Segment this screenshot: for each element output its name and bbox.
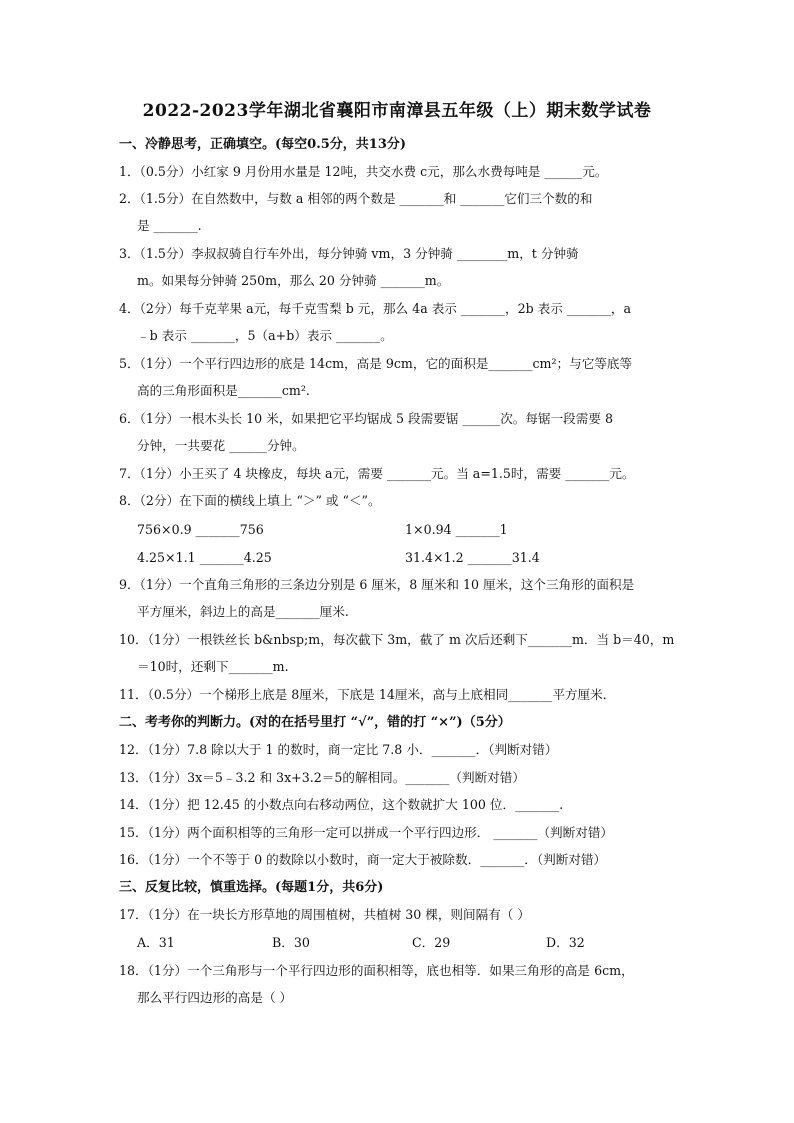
question-line: 高的三角形面积是_______cm². xyxy=(137,383,310,398)
comparison-item: 4.25×1.1 _______4.25 xyxy=(137,550,272,565)
question-line: 16．（1分）一个不等于 0 的数除以小数时，商一定大于被除数．_______．（判断对错） xyxy=(119,852,607,867)
choice-option: C．29 xyxy=(412,935,451,950)
question-line: ﹣b 表示 _______，5（a+b）表示 _______。 xyxy=(137,328,393,343)
question-line: 2．（1.5分）在自然数中，与数 a 相邻的两个数是 _______和 _______它们三个数的和 xyxy=(119,191,593,206)
question-line: 4．（2分）每千克苹果 a元，每千克雪梨 b 元，那么 4a 表示 _______，2b 表示 _______，a xyxy=(119,301,632,316)
question-line: 14．（1分）把 12.45 的小数点向右移动两位，这个数就扩大 100 位．_______. xyxy=(119,797,564,812)
question-line: 3．（1.5分）李叔叔骑自行车外出，每分钟骑 vm，3 分钟骑 ________m，t 分钟骑 xyxy=(119,246,579,261)
question-line: 平方厘米，斜边上的高是_______厘米. xyxy=(137,604,349,619)
comparison-item: 756×0.9 _______756 xyxy=(137,522,264,537)
choice-option: D．32 xyxy=(546,935,585,950)
question-line: 15．（1分）两个面积相等的三角形一定可以拼成一个平行四边形． _______（判断对错） xyxy=(119,825,614,840)
page-title: 2022-2023学年湖北省襄阳市南漳县五年级（上）期末数学试卷 xyxy=(142,101,652,121)
comparison-item: 1×0.94 _______1 xyxy=(405,522,508,537)
question-line: ＝10时，还剩下_______m. xyxy=(137,659,289,674)
question-line: 9．（1分）一个直角三角形的三条边分别是 6 厘米，8 厘米和 10 厘米，这个三角形的面积是 xyxy=(119,577,635,592)
question-line: 12．（1分）7.8 除以大于 1 的数时，商一定比 7.8 小．_______．（判断对错） xyxy=(119,742,558,757)
question-line: 6．（1分）一根木头长 10 米，如果把它平均锯成 5 段需要锯 ______次。每锯一段需要 8 xyxy=(119,411,613,426)
comparison-item: 31.4×1.2 _______31.4 xyxy=(405,550,540,565)
question-line: 10．（1分）一根铁丝长 b&nbsp;m，每次截下 3m，截了 m 次后还剩下_______m．当 b＝40，m xyxy=(119,632,675,647)
question-line: m。如果每分钟骑 250m，那么 20 分钟骑 _______m。 xyxy=(137,273,450,288)
question-line: 18．（1分）一个三角形与一个平行四边形的面积相等，底也相等．如果三角形的高是 6cm， xyxy=(119,963,634,978)
question-line: 11．（0.5分）一个梯形上底是 8厘米，下底是 14厘米，高与上底相同_______平方厘米． xyxy=(119,687,616,702)
section-heading: 二、考考你的判断力。(对的在括号里打 “√”，错的打 “×”)（5分） xyxy=(119,715,511,730)
choice-option: A．31 xyxy=(137,935,175,950)
section-heading: 一、冷静思考，正确填空。(每空0.5分，共13分) xyxy=(119,137,407,152)
question-line: 分钟，一共要花 ______分钟。 xyxy=(137,438,305,453)
question-line: 那么平行四边形的高是（ ） xyxy=(137,990,293,1005)
question-line: 是 _______. xyxy=(137,218,202,233)
choice-option: B．30 xyxy=(272,935,310,950)
section-heading: 三、反复比较，慎重选择。(每题1分，共6分) xyxy=(119,880,384,895)
question-line: 13．（1分）3x＝5﹣3.2 和 3x+3.2＝5的解相同。_______（判断对错） xyxy=(119,770,525,785)
question-line: 5．（1分）一个平行四边形的底是 14cm，高是 9cm，它的面积是_______cm²；与它等底等 xyxy=(119,356,633,371)
question-line: 1．（0.5分）小红家 9 月份用水量是 12吨，共交水费 c元，那么水费每吨是 ______元。 xyxy=(119,164,608,179)
question-line: 8．（2分）在下面的横线上填上 “＞” 或 “＜”。 xyxy=(119,493,381,508)
question-line: 17．（1分）在一块长方形草地的周围植树，共植树 30 棵，则间隔有（ ） xyxy=(119,907,530,922)
question-line: 7．（1分）小王买了 4 块橡皮，每块 a元，需要 _______元。当 a=1.5时，需要 _______元。 xyxy=(119,466,635,481)
